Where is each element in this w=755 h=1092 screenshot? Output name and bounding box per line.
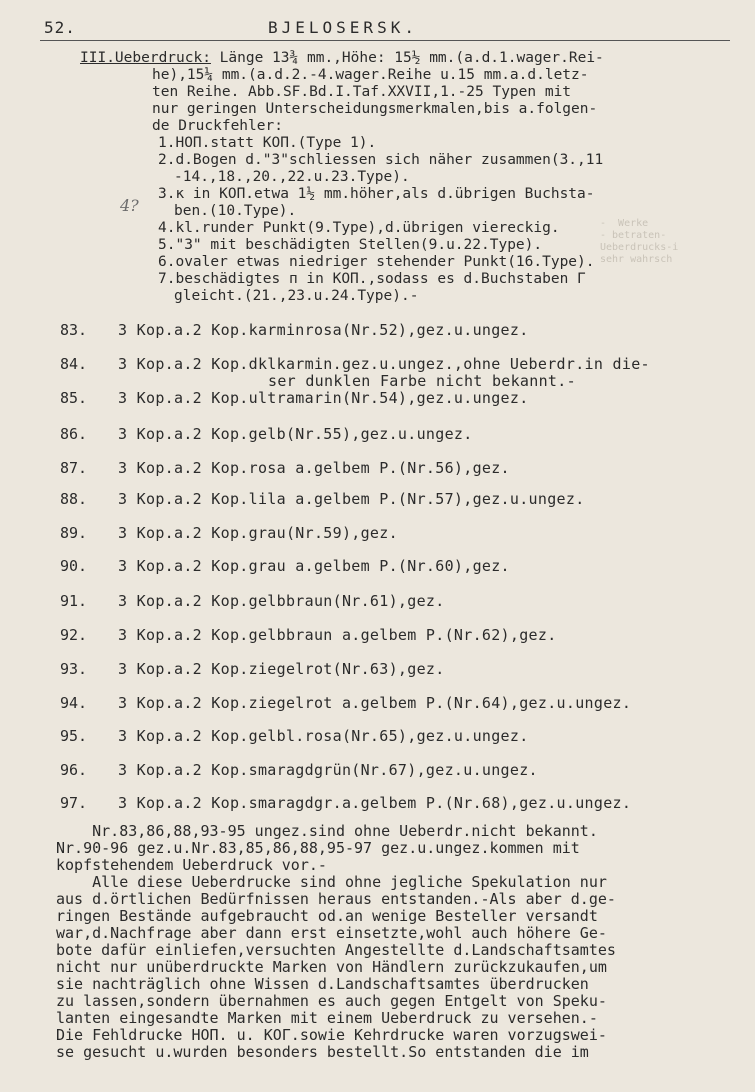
paragraph-line: lanten eingesandte Marken mit einem Ueberdruck zu versehen.-	[56, 1009, 598, 1027]
paragraph-line: aus d.örtlichen Bedürfnissen heraus entstanden.-Als aber d.ge-	[56, 890, 616, 908]
paragraph-line: sie nachträglich ohne Wissen d.Landschaftsamtes überdrucken	[56, 975, 589, 993]
entry-number: 96.	[60, 761, 88, 779]
entry-number: 86.	[60, 425, 88, 443]
entry-number: 90.	[60, 557, 88, 575]
section-line: nur geringen Unterscheidungsmerkmalen,bis a.folgen-	[152, 101, 598, 117]
entry-text: 3 Kop.a.2 Kop.gelbbraun(Nr.61),gez.	[118, 592, 445, 610]
entry-text: 3 Kop.a.2 Kop.karminrosa(Nr.52),gez.u.ungez.	[118, 321, 529, 339]
page-number: 52.	[44, 18, 76, 37]
defect-item: 7.beschädigtes п in КОП.,sodass es d.Buchstaben Г	[158, 271, 586, 287]
entry-text: 3 Kop.a.2 Kop.grau a.gelbem P.(Nr.60),gez.	[118, 557, 510, 575]
bleed-through-text: - Werke - betraten- Ueberdrucks-i sehr wahrsch	[600, 218, 679, 265]
running-title: BJELOSERSK.	[268, 18, 418, 37]
entry-text: 3 Kop.a.2 Kop.smaragdgr.a.gelbem P.(Nr.68),gez.u.ungez.	[118, 794, 632, 812]
entry-text: 3 Kop.a.2 Kop.grau(Nr.59),gez.	[118, 524, 398, 542]
paragraph-line: zu lassen,sondern übernahmen es auch gegen Entgelt von Speku-	[56, 992, 607, 1010]
entry-text: 3 Kop.a.2 Kop.dklkarmin.gez.u.ungez.,ohne Ueberdr.in die-	[118, 355, 650, 373]
paragraph-line: Alle diese Ueberdrucke sind ohne jegliche Spekulation nur	[56, 873, 607, 891]
handwritten-margin-note: 4?	[120, 196, 139, 215]
entry-text: 3 Kop.a.2 Kop.gelbbraun a.gelbem P.(Nr.62),gez.	[118, 626, 557, 644]
paragraph-line: ringen Bestände aufgebraucht od.an wenige Besteller versandt	[56, 907, 598, 925]
paragraph-line: kopfstehendem Ueberdruck vor.-	[56, 856, 327, 874]
entry-text: 3 Kop.a.2 Kop.rosa a.gelbem P.(Nr.56),gez.	[118, 459, 510, 477]
defect-item: 3.к in КОП.etwa 1½ mm.höher,als d.übrigen Buchsta-	[158, 186, 595, 202]
entry-number: 95.	[60, 727, 88, 745]
defect-item: 1.НОП.statt КОП.(Type 1).	[158, 135, 377, 151]
section-first-line	[80, 50, 604, 66]
defect-item: ben.(10.Type).	[174, 203, 297, 219]
defect-item: -14.,18.,20.,22.u.23.Type).	[174, 169, 410, 185]
paragraph-line: nicht nur unüberdruckte Marken von Händlern zurückzukaufen,um	[56, 958, 607, 976]
entry-number: 88.	[60, 490, 88, 508]
entry-text: 3 Kop.a.2 Kop.gelbl.rosa(Nr.65),gez.u.ungez.	[118, 727, 529, 745]
section-line: de Druckfehler:	[152, 118, 283, 134]
defect-item: 6.ovaler etwas niedriger stehender Punkt(16.Type).	[158, 254, 595, 270]
defect-item: 5."3" mit beschädigten Stellen(9.u.22.Type).	[158, 237, 543, 253]
entry-number: 84.	[60, 355, 88, 373]
entry-text: 3 Kop.a.2 Kop.ziegelrot a.gelbem P.(Nr.64),gez.u.ungez.	[118, 694, 632, 712]
section-first-line-text: Länge 13¾ mm.,Höhe: 15½ mm.(a.d.1.wager.Rei-	[210, 50, 604, 66]
paragraph-line: Die Fehldrucke НОП. u. КОГ.sowie Kehrdrucke waren vorzugswei-	[56, 1026, 607, 1044]
section-line: he),15¼ mm.(a.d.2.-4.wager.Reihe u.15 mm.a.d.letz-	[152, 67, 589, 83]
paragraph-line: bote dafür einliefen,versuchten Angestellte d.Landschaftsamtes	[56, 941, 616, 959]
entry-number: 91.	[60, 592, 88, 610]
entry-number: 94.	[60, 694, 88, 712]
paragraph-line: se gesucht u.wurden besonders bestellt.So entstanden die im	[56, 1043, 589, 1061]
header-rule	[40, 40, 730, 41]
defect-item: gleicht.(21.,23.u.24.Type).-	[174, 288, 419, 304]
paragraph-line: Nr.83,86,88,93-95 ungez.sind ohne Ueberdr.nicht bekannt.	[56, 822, 598, 840]
entry-text-continuation: ser dunklen Farbe nicht bekannt.-	[268, 372, 576, 390]
entry-number: 92.	[60, 626, 88, 644]
entry-number: 87.	[60, 459, 88, 477]
section-label: III.Ueberdruck:	[80, 50, 211, 66]
entry-text: 3 Kop.a.2 Kop.lila a.gelbem P.(Nr.57),gez.u.ungez.	[118, 490, 585, 508]
entry-text: 3 Kop.a.2 Kop.ultramarin(Nr.54),gez.u.ungez.	[118, 389, 529, 407]
entry-number: 89.	[60, 524, 88, 542]
defect-item: 2.d.Bogen d."3"schliessen sich näher zusammen(3.,11	[158, 152, 604, 168]
paragraph-line: war,d.Nachfrage aber dann erst einsetzte,wohl auch höhere Ge-	[56, 924, 607, 942]
entry-text: 3 Kop.a.2 Kop.ziegelrot(Nr.63),gez.	[118, 660, 445, 678]
defect-item: 4.kl.runder Punkt(9.Type),d.übrigen viereckig.	[158, 220, 560, 236]
section-line: ten Reihe. Abb.SF.Bd.I.Taf.XXVII,1.-25 Typen mit	[152, 84, 572, 100]
entry-text: 3 Kop.a.2 Kop.smaragdgrün(Nr.67),gez.u.ungez.	[118, 761, 538, 779]
paragraph-line: Nr.90-96 gez.u.Nr.83,85,86,88,95-97 gez.u.ungez.kommen mit	[56, 839, 580, 857]
entry-text: 3 Kop.a.2 Kop.gelb(Nr.55),gez.u.ungez.	[118, 425, 473, 443]
entry-number: 97.	[60, 794, 88, 812]
entry-number: 93.	[60, 660, 88, 678]
entry-number: 83.	[60, 321, 88, 339]
entry-number: 85.	[60, 389, 88, 407]
